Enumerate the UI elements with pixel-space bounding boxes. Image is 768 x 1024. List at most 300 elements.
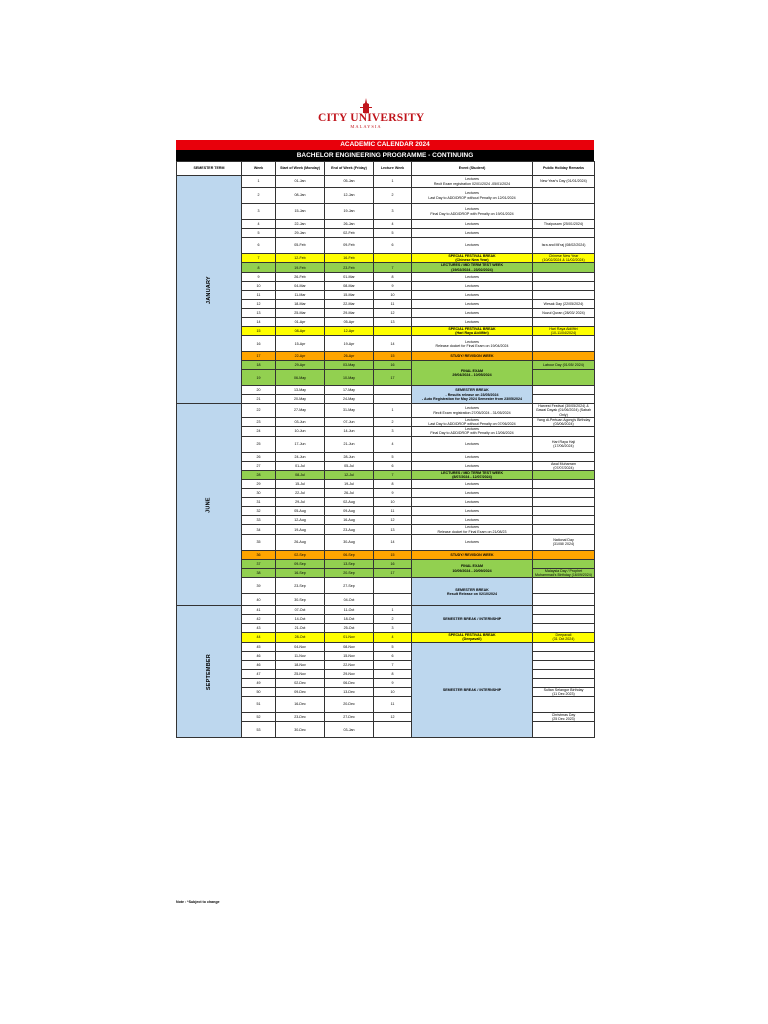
lecture-week-cell — [374, 386, 412, 395]
end-date-cell: 13-Sep — [325, 559, 374, 568]
lecture-week-cell: 13 — [374, 317, 412, 326]
start-date-cell: 15-Jan — [276, 204, 325, 220]
start-date-cell: 15-Jul — [276, 480, 325, 489]
lecture-week-cell: 4 — [374, 220, 412, 229]
end-date-cell: 04-Oct — [325, 594, 374, 606]
start-date-cell: 29-Jan — [276, 229, 325, 238]
end-date-cell: 09-Feb — [325, 238, 374, 254]
week-cell: 14 — [242, 317, 276, 326]
lecture-week-cell: 3 — [374, 427, 412, 436]
holiday-cell — [533, 651, 595, 660]
table-row — [177, 176, 595, 188]
holiday-cell: Harvest Festival (30/05/2024) & Gawai Dayak (01/06/2024) (Sabah Only) — [533, 404, 595, 418]
holiday-cell — [533, 606, 595, 615]
week-cell: 20 — [242, 386, 276, 395]
end-date-cell: 08-Nov — [325, 642, 374, 651]
holiday-cell: Sultan Selangor Birthday (11 Dec 2023) — [533, 687, 595, 696]
week-cell: 30 — [242, 489, 276, 498]
start-date-cell: 16-Sep — [276, 568, 325, 577]
holiday-cell — [533, 722, 595, 738]
week-cell: 11 — [242, 290, 276, 299]
lecture-week-cell: 4 — [374, 436, 412, 452]
end-date-cell: 27-Dec — [325, 713, 374, 722]
end-date-cell: 03-Jan — [325, 722, 374, 738]
holiday-cell: New Year's Day (01/01/2024) — [533, 176, 595, 188]
programme-subtitle: BACHELOR ENGINEERING PROGRAMME - CONTINUING — [176, 150, 594, 161]
event-cell: FINAL EXAM 10/09/2024 - 20/09/2024 — [412, 559, 533, 577]
week-cell: 24 — [242, 427, 276, 436]
lecture-week-cell: 8 — [374, 669, 412, 678]
start-date-cell: 01-Apr — [276, 317, 325, 326]
end-date-cell: 25-Oct — [325, 624, 374, 633]
holiday-cell — [533, 229, 595, 238]
holiday-cell — [533, 352, 595, 361]
week-cell: 2 — [242, 188, 276, 204]
lecture-week-cell: 12 — [374, 308, 412, 317]
holiday-cell — [533, 642, 595, 651]
lecture-week-cell — [374, 594, 412, 606]
end-date-cell: 19-Jan — [325, 204, 374, 220]
lecture-week-cell: 14 — [374, 336, 412, 352]
lecture-week-cell: 7 — [374, 660, 412, 669]
lecture-week-cell: 13 — [374, 525, 412, 534]
week-cell: 51 — [242, 697, 276, 713]
holiday-cell — [533, 395, 595, 404]
holiday-cell — [533, 669, 595, 678]
week-cell: 43 — [242, 624, 276, 633]
start-date-cell: 22-Jan — [276, 220, 325, 229]
start-date-cell: 06-May — [276, 370, 325, 386]
event-cell: Lectures — [412, 452, 533, 461]
lecture-week-cell: 9 — [374, 678, 412, 687]
event-cell: Lectures — [412, 290, 533, 299]
week-cell: 10 — [242, 281, 276, 290]
event-cell: Lectures Last Day to ADD/DROP without Penalty on 07/06/2024 — [412, 417, 533, 426]
lecture-week-cell: 6 — [374, 238, 412, 254]
end-date-cell: 29-Mar — [325, 308, 374, 317]
holiday-cell: Labour Day (01/05/ 2024) — [533, 361, 595, 370]
holiday-cell — [533, 204, 595, 220]
holiday-cell — [533, 660, 595, 669]
week-cell: 16 — [242, 336, 276, 352]
start-date-cell: 14-Oct — [276, 615, 325, 624]
lecture-week-cell: 2 — [374, 188, 412, 204]
week-cell: 15 — [242, 326, 276, 335]
end-date-cell: 19-Apr — [325, 336, 374, 352]
event-cell: FINAL EXAM 29/04/2024 - 10/05/2024 — [412, 361, 533, 386]
holiday-cell: Malaysia Day / Prophet Muhammad's Birthday (16/09/2024) — [533, 568, 595, 577]
event-cell: Lectures — [412, 299, 533, 308]
event-cell: LECTURES / MID TERM TEST WEEK (19/02/2024 - 23/02/2024) — [412, 263, 533, 272]
holiday-cell: Nuzul Quran (28/03/ 2024) — [533, 308, 595, 317]
holiday-cell — [533, 498, 595, 507]
start-date-cell: 15-Apr — [276, 336, 325, 352]
start-date-cell: 19-Feb — [276, 263, 325, 272]
event-cell: Lectures — [412, 507, 533, 516]
end-date-cell: 05-Apr — [325, 317, 374, 326]
start-date-cell: 04-Nov — [276, 642, 325, 651]
end-date-cell: 24-May — [325, 395, 374, 404]
event-cell: SPECIAL FESTIVAL BREAK (Deepavali) — [412, 633, 533, 642]
table-row — [177, 606, 595, 615]
event-cell: Lectures Final Day to ADD/DROP with Penalty on 13/06/2024 — [412, 427, 533, 436]
week-cell: 53 — [242, 722, 276, 738]
event-cell: SEMESTER BREAK / INTERNSHIP — [412, 606, 533, 633]
start-date-cell: 09-Sep — [276, 559, 325, 568]
end-date-cell: 08-Mar — [325, 281, 374, 290]
end-date-cell: 15-Nov — [325, 651, 374, 660]
week-cell: 34 — [242, 525, 276, 534]
semester-term-label: SEPTEMBER — [205, 653, 212, 690]
start-date-cell: 10-Jun — [276, 427, 325, 436]
lecture-week-cell: 14 — [374, 534, 412, 550]
event-cell: Lectures Last Day to ADD/DROP without Penalty on 12/01/2024 — [412, 188, 533, 204]
holiday-cell — [533, 272, 595, 281]
holiday-cell: National Day (31/08/ 2024) — [533, 534, 595, 550]
start-date-cell: 26-Aug — [276, 534, 325, 550]
start-date-cell: 23-Dec — [276, 713, 325, 722]
col-week: Week — [242, 162, 276, 176]
start-date-cell: 30-Dec — [276, 722, 325, 738]
holiday-cell — [533, 263, 595, 272]
event-cell: Lectures — [412, 220, 533, 229]
start-date-cell: 18-Nov — [276, 660, 325, 669]
lecture-week-cell: 3 — [374, 204, 412, 220]
semester-term-cell — [177, 606, 242, 738]
start-date-cell: 28-Oct — [276, 633, 325, 642]
end-date-cell: 22-Mar — [325, 299, 374, 308]
event-cell: Lectures Recit Exam registration 27/05/2024 - 31/05/2024 — [412, 404, 533, 418]
holiday-cell — [533, 525, 595, 534]
start-date-cell: 02-Sep — [276, 550, 325, 559]
lecture-week-cell: 11 — [374, 299, 412, 308]
week-cell: 1 — [242, 176, 276, 188]
end-date-cell: 10-May — [325, 370, 374, 386]
col-event: Event (Student) — [412, 162, 533, 176]
event-cell: Lectures — [412, 534, 533, 550]
event-cell: Lectures — [412, 281, 533, 290]
end-date-cell: 18-Oct — [325, 615, 374, 624]
lecture-week-cell: 2 — [374, 417, 412, 426]
lecture-week-cell: 8 — [374, 480, 412, 489]
end-date-cell: 20-Dec — [325, 697, 374, 713]
start-date-cell: 11-Mar — [276, 290, 325, 299]
col-start: Start of Week (Monday) — [276, 162, 325, 176]
lecture-week-cell: 10 — [374, 687, 412, 696]
end-date-cell: 06-Sep — [325, 550, 374, 559]
event-cell: Lectures — [412, 238, 533, 254]
start-date-cell: 22-Apr — [276, 352, 325, 361]
footnote: Note : *Subject to change — [176, 900, 220, 904]
week-cell: 22 — [242, 404, 276, 418]
semester-term-label: JUNE — [205, 497, 212, 513]
lecture-week-cell: 15 — [374, 352, 412, 361]
week-cell: 18 — [242, 361, 276, 370]
event-cell: SPECIAL FESTIVAL BREAK (Chinese New Year) — [412, 254, 533, 263]
holiday-cell — [533, 386, 595, 395]
holiday-cell: Awal Muharram (07/07/2024) — [533, 461, 595, 470]
end-date-cell: 01-Nov — [325, 633, 374, 642]
event-cell: Lectures — [412, 317, 533, 326]
event-cell: Lectures — [412, 480, 533, 489]
table-row — [177, 404, 595, 418]
week-cell: 45 — [242, 642, 276, 651]
lecture-week-cell: 11 — [374, 697, 412, 713]
lecture-week-cell — [374, 254, 412, 263]
lecture-week-cell: 5 — [374, 452, 412, 461]
end-date-cell: 30-Aug — [325, 534, 374, 550]
start-date-cell: 29-Jul — [276, 498, 325, 507]
event-cell: Lectures — [412, 498, 533, 507]
event-cell: Lectures Final Day to ADD/DROP with Penalty on 19/01/2024 — [412, 204, 533, 220]
lecture-week-cell: 16 — [374, 559, 412, 568]
start-date-cell: 01-Jan — [276, 176, 325, 188]
start-date-cell: 26-Feb — [276, 272, 325, 281]
start-date-cell: 07-Oct — [276, 606, 325, 615]
end-date-cell: 15-Mar — [325, 290, 374, 299]
logo-country: MALAYSIA — [350, 124, 382, 129]
start-date-cell: 05-Feb — [276, 238, 325, 254]
week-cell: 3 — [242, 204, 276, 220]
week-cell: 31 — [242, 498, 276, 507]
start-date-cell: 04-Mar — [276, 281, 325, 290]
end-date-cell: 14-Jun — [325, 427, 374, 436]
week-cell: 46 — [242, 651, 276, 660]
holiday-cell — [533, 188, 595, 204]
lecture-week-cell: 2 — [374, 615, 412, 624]
start-date-cell: 16-Dec — [276, 697, 325, 713]
holiday-cell: Chinese New Year (10/02/2024 & 11/02/2024) — [533, 254, 595, 263]
lecture-week-cell — [374, 578, 412, 594]
end-date-cell: 09-Aug — [325, 507, 374, 516]
holiday-cell — [533, 471, 595, 480]
semester-term-cell — [177, 404, 242, 606]
lecture-week-cell: 8 — [374, 272, 412, 281]
city-university-logo — [318, 98, 425, 132]
lecture-week-cell: 9 — [374, 489, 412, 498]
holiday-cell: Yang di-Pertuan Agong's Birthday (03/06/2024) — [533, 417, 595, 426]
event-cell: LECTURES / MID TERM TEST WEEK (8/07/2024 - 12/07/2024) — [412, 471, 533, 480]
end-date-cell: 02-Feb — [325, 229, 374, 238]
week-cell: 21 — [242, 395, 276, 404]
lecture-week-cell: 1 — [374, 606, 412, 615]
end-date-cell: 31-May — [325, 404, 374, 418]
start-date-cell: 09-Dec — [276, 687, 325, 696]
event-cell: Lectures Recit Exam registration 02/01/2024 -05/01/2024 — [412, 176, 533, 188]
holiday-cell — [533, 290, 595, 299]
lecture-week-cell: 12 — [374, 516, 412, 525]
start-date-cell: 23-Sep — [276, 578, 325, 594]
week-cell: 50 — [242, 687, 276, 696]
start-date-cell: 29-Apr — [276, 361, 325, 370]
week-cell: 5 — [242, 229, 276, 238]
week-cell: 35 — [242, 534, 276, 550]
week-cell: 32 — [242, 507, 276, 516]
semester-term-cell — [177, 176, 242, 404]
week-cell: 12 — [242, 299, 276, 308]
week-cell: 6 — [242, 238, 276, 254]
start-date-cell: 11-Nov — [276, 651, 325, 660]
week-cell: 36 — [242, 550, 276, 559]
holiday-cell — [533, 452, 595, 461]
start-date-cell: 08-Jul — [276, 471, 325, 480]
holiday-cell: Thaipusam (25/01/2024) — [533, 220, 595, 229]
week-cell: 29 — [242, 480, 276, 489]
end-date-cell: 26-Jul — [325, 489, 374, 498]
start-date-cell: 30-Sep — [276, 594, 325, 606]
holiday-cell — [533, 370, 595, 386]
holiday-cell — [533, 336, 595, 352]
week-cell: 17 — [242, 352, 276, 361]
event-cell: Lectures — [412, 436, 533, 452]
lecture-week-cell: 17 — [374, 370, 412, 386]
end-date-cell: 22-Nov — [325, 660, 374, 669]
lecture-week-cell: 16 — [374, 361, 412, 370]
lecture-week-cell — [374, 395, 412, 404]
event-cell: STUDY/ REVISION WEEK — [412, 550, 533, 559]
tower-icon — [359, 98, 373, 113]
lecture-week-cell: 7 — [374, 471, 412, 480]
end-date-cell: 05-Jul — [325, 461, 374, 470]
week-cell: 44 — [242, 633, 276, 642]
holiday-cell — [533, 489, 595, 498]
semester-term-label: JANUARY — [205, 275, 212, 304]
end-date-cell: 05-Jan — [325, 176, 374, 188]
week-cell: 49 — [242, 678, 276, 687]
col-holiday: Public Holiday Remarks — [533, 162, 595, 176]
holiday-cell — [533, 317, 595, 326]
week-cell: 38 — [242, 568, 276, 577]
end-date-cell: 12-Apr — [325, 326, 374, 335]
start-date-cell: 19-Aug — [276, 525, 325, 534]
col-end: End of Week (Friday) — [325, 162, 374, 176]
week-cell: 7 — [242, 254, 276, 263]
end-date-cell: 06-Dec — [325, 678, 374, 687]
week-cell: 8 — [242, 263, 276, 272]
week-cell: 47 — [242, 669, 276, 678]
start-date-cell: 24-Jun — [276, 452, 325, 461]
end-date-cell: 12-Jul — [325, 471, 374, 480]
end-date-cell: 29-Nov — [325, 669, 374, 678]
lecture-week-cell: 4 — [374, 633, 412, 642]
end-date-cell: 16-Feb — [325, 254, 374, 263]
col-lecture-week: Lecture Week — [374, 162, 412, 176]
lecture-week-cell — [374, 326, 412, 335]
end-date-cell: 13-Dec — [325, 687, 374, 696]
end-date-cell: 23-Feb — [325, 263, 374, 272]
holiday-cell — [533, 507, 595, 516]
start-date-cell: 20-May — [276, 395, 325, 404]
start-date-cell: 18-Mar — [276, 299, 325, 308]
end-date-cell: 11-Oct — [325, 606, 374, 615]
week-cell: 46 — [242, 660, 276, 669]
lecture-week-cell: 17 — [374, 568, 412, 577]
start-date-cell: 08-Jan — [276, 188, 325, 204]
holiday-cell — [533, 578, 595, 594]
event-cell: Lectures Release docket for Final Exam on 21/08/23 — [412, 525, 533, 534]
holiday-cell — [533, 516, 595, 525]
holiday-cell — [533, 480, 595, 489]
start-date-cell: 13-May — [276, 386, 325, 395]
col-semester-term: SEMESTER TERM — [177, 162, 242, 176]
lecture-week-cell: 10 — [374, 290, 412, 299]
lecture-week-cell: 9 — [374, 281, 412, 290]
week-cell: 9 — [242, 272, 276, 281]
holiday-cell — [533, 427, 595, 436]
holiday-cell — [533, 550, 595, 559]
holiday-cell: Christmas Day (25 Dec 2023) — [533, 713, 595, 722]
start-date-cell: 25-Mar — [276, 308, 325, 317]
holiday-cell — [533, 559, 595, 568]
end-date-cell: 12-Jan — [325, 188, 374, 204]
week-cell: 25 — [242, 436, 276, 452]
week-cell: 33 — [242, 516, 276, 525]
start-date-cell: 25-Nov — [276, 669, 325, 678]
end-date-cell: 19-Jul — [325, 480, 374, 489]
end-date-cell: 20-Sep — [325, 568, 374, 577]
lecture-week-cell: 7 — [374, 263, 412, 272]
end-date-cell: 01-Mar — [325, 272, 374, 281]
end-date-cell: 03-May — [325, 361, 374, 370]
week-cell: 4 — [242, 220, 276, 229]
event-cell: Lectures — [412, 308, 533, 317]
lecture-week-cell: 15 — [374, 550, 412, 559]
lecture-week-cell: 3 — [374, 624, 412, 633]
holiday-cell — [533, 281, 595, 290]
start-date-cell: 03-Jun — [276, 417, 325, 426]
week-cell: 13 — [242, 308, 276, 317]
end-date-cell: 26-Jan — [325, 220, 374, 229]
lecture-week-cell: 5 — [374, 642, 412, 651]
start-date-cell: 05-Aug — [276, 507, 325, 516]
event-cell: Lectures — [412, 272, 533, 281]
start-date-cell: 12-Feb — [276, 254, 325, 263]
event-cell: Lectures Release docket for Final Exam on 19/04/2024 — [412, 336, 533, 352]
holiday-cell: Deepavali (31 Oct 2024) — [533, 633, 595, 642]
week-cell: 41 — [242, 606, 276, 615]
week-cell: 37 — [242, 559, 276, 568]
week-cell: 19 — [242, 370, 276, 386]
start-date-cell: 08-Apr — [276, 326, 325, 335]
end-date-cell: 28-Jun — [325, 452, 374, 461]
start-date-cell: 17-Jun — [276, 436, 325, 452]
logo-name: CITY UNIVERSITY — [318, 112, 425, 124]
lecture-week-cell: 11 — [374, 507, 412, 516]
event-cell: Lectures — [412, 489, 533, 498]
lecture-week-cell: 10 — [374, 498, 412, 507]
end-date-cell: 02-Aug — [325, 498, 374, 507]
week-cell: 42 — [242, 615, 276, 624]
start-date-cell: 02-Dec — [276, 678, 325, 687]
holiday-cell — [533, 697, 595, 713]
week-cell: 39 — [242, 578, 276, 594]
end-date-cell: 27-Sep — [325, 578, 374, 594]
end-date-cell: 16-Aug — [325, 516, 374, 525]
end-date-cell: 21-Jun — [325, 436, 374, 452]
start-date-cell: 22-Jul — [276, 489, 325, 498]
event-cell: Lectures — [412, 229, 533, 238]
week-cell: 40 — [242, 594, 276, 606]
lecture-week-cell: 1 — [374, 176, 412, 188]
calendar-title: ACADEMIC CALENDAR 2024 — [176, 140, 594, 150]
event-cell: SEMESTER BREAK - Results release on 23/05/2024 - Auto Registration for May 2024 Semester from 23/05/2024 — [412, 386, 533, 404]
holiday-cell — [533, 615, 595, 624]
week-cell: 27 — [242, 461, 276, 470]
week-cell: 23 — [242, 417, 276, 426]
start-date-cell: 21-Oct — [276, 624, 325, 633]
holiday-cell: Hari Raya Haji (17/06/2024) — [533, 436, 595, 452]
event-cell: Lectures — [412, 516, 533, 525]
